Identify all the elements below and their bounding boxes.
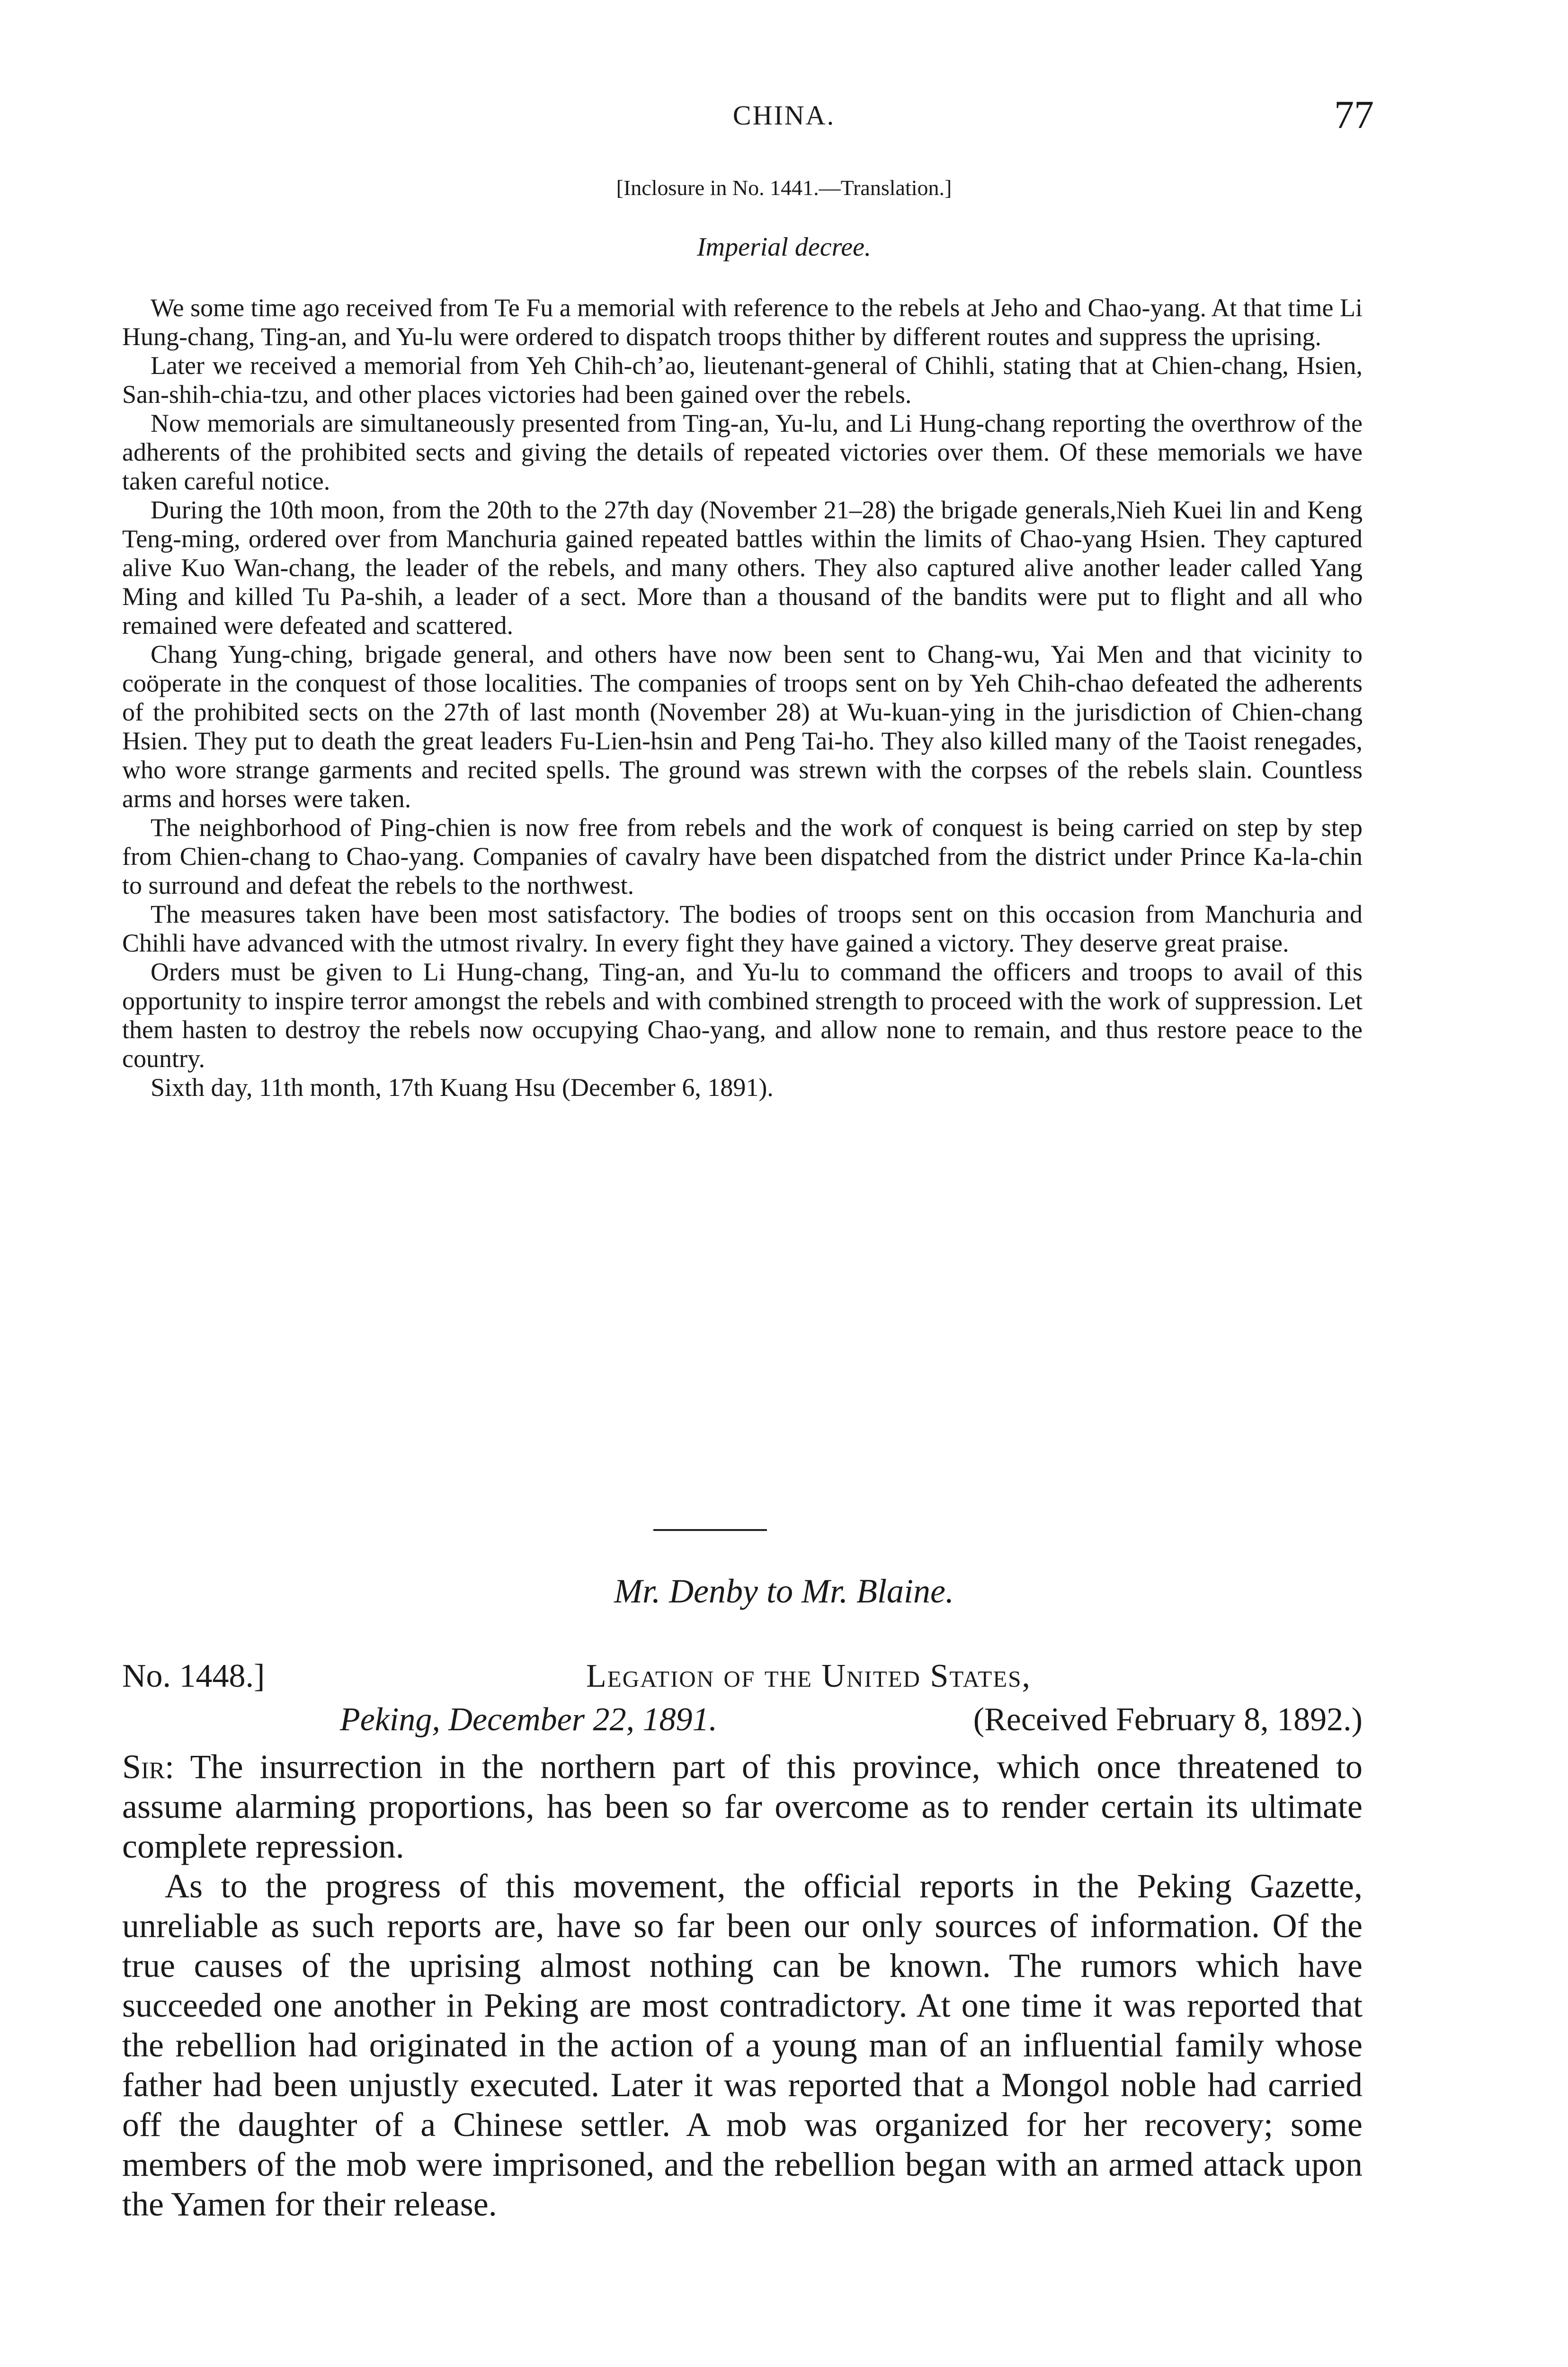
letter-paragraph [122, 1747, 1363, 1866]
letter-meta [122, 1655, 1363, 1744]
decree-text [122, 294, 1363, 1102]
running-head [0, 95, 1568, 142]
decree-paragraph: We some time ago received from Te Fu a memorial with reference to the rebels at Jeho and Chao-yang. At that time Li Hung-chang, Ting-an, and Yu-lu were ordered to dispatch troops thither by different routes and suppress the uprising. [122, 294, 1363, 351]
place-date-text: Peking, December 22, 1891. [340, 1701, 717, 1738]
salutation: Sir: [122, 1748, 175, 1786]
enclosure-note: [Inclosure in No. 1441.—Translation.] [616, 176, 952, 200]
letter-paragraph-text: The insurrection in the northern part of this province, which once threatened to assume alarming proportions, has been so far overcome as to render certain its ultimate complete repression. [122, 1748, 1363, 1865]
running-title: CHINA. [732, 100, 836, 131]
legation-line: Legation of the United States, [586, 1658, 1031, 1694]
decree-paragraph: Orders must be given to Li Hung-chang, Ting-an, and Yu-lu to command the officers and troops to avail of this opportunity to inspire terror amongst the rebels and with combined strength to proceed with the work of suppression. Let them hasten to destroy the rebels now occupying Chao-yang, and allow none to remain, and thus restore peace to the country. [122, 958, 1363, 1073]
page-number: 77 [1334, 93, 1374, 137]
received-date: (Received February 8, 1892.) [973, 1701, 1363, 1738]
decree-paragraph: Later we received a memorial from Yeh Chih-ch’ao, lieutenant-general of Chihli, stating that at Chien-chang, Hsien, San-shih-chia-tzu, and other places victories had been gained over the rebels. [122, 351, 1363, 409]
decree-paragraph: Chang Yung-ching, brigade general, and others have now been sent to Chang-wu, Yai Men and that vicinity to coöperate in the conquest of those localities. The companies of troops sent on by Yeh Chih-chao defeated the adherents of the prohibited sects on the 27th of last month (November 28) at Wu-kuan-ying in the jurisdiction of Chien-chang Hsien. They put to death the great leaders Fu-Lien-hsin and Peng Tai-ho. They also killed many of the Taoist renegades, who wore strange garments and recited spells. The ground was strewn with the corpses of the rebels slain. Countless arms and horses were taken. [122, 640, 1363, 813]
section-divider [653, 1529, 767, 1531]
decree-title: Imperial decree. [697, 232, 871, 262]
decree-paragraph: During the 10th moon, from the 20th to the 27th day (November 21–28) the brigade generals,Nieh Kuei lin and Keng Teng-ming, ordered over from Manchuria gained repeated battles within the limits of Chao-yang Hsien. They captured alive Kuo Wan-chang, the leader of the rebels, and many others. They also captured alive another leader called Yang Ming and killed Tu Pa-shih, a leader of a sect. More than a thousand of the bandits were put to flight and all who remained were defeated and scattered. [122, 496, 1363, 640]
letter-body [122, 1747, 1363, 2224]
decree-date: Sixth day, 11th month, 17th Kuang Hsu (December 6, 1891). [151, 1073, 774, 1102]
letter-heading: Mr. Denby to Mr. Blaine. [614, 1572, 954, 1610]
decree-paragraph: Now memorials are simultaneously presented from Ting-an, Yu-lu, and Li Hung-chang reporting the overthrow of the adherents of the prohibited sects and giving the details of repeated victories over them. Of these memorials we have taken careful notice. [122, 409, 1363, 495]
decree-paragraph: The neighborhood of Ping-chien is now free from rebels and the work of conquest is being carried on step by step from Chien-chang to Chao-yang. Companies of cavalry have been dispatched from the district under Prince Ka-la-chin to surround and defeat the rebels to the northwest. [122, 813, 1363, 899]
decree-paragraph: The measures taken have been most satisfactory. The bodies of troops sent on this occasion from Manchuria and Chihli have advanced with the utmost rivalry. In every fight they have gained a victory. They deserve great praise. [122, 900, 1363, 957]
place-date [340, 1698, 717, 1742]
letter-number: No. 1448.] [122, 1658, 265, 1694]
letter-paragraph: As to the progress of this movement, the official reports in the Peking Gazette, unreliable as such reports are, have so far been our only sources of information. Of the true causes of the uprising almost nothing can be known. The rumors which have succeeded one another in Peking are most contradictory. At one time it was reported that the rebellion had originated in the action of a young man of an influential family whose father had been unjustly executed. Later it was reported that a Mongol noble had carried off the daughter of a Chinese settler. A mob was organized for her recovery; some members of the mob were imprisoned, and the rebellion began with an armed attack upon the Yamen for their release. [122, 1867, 1363, 2223]
